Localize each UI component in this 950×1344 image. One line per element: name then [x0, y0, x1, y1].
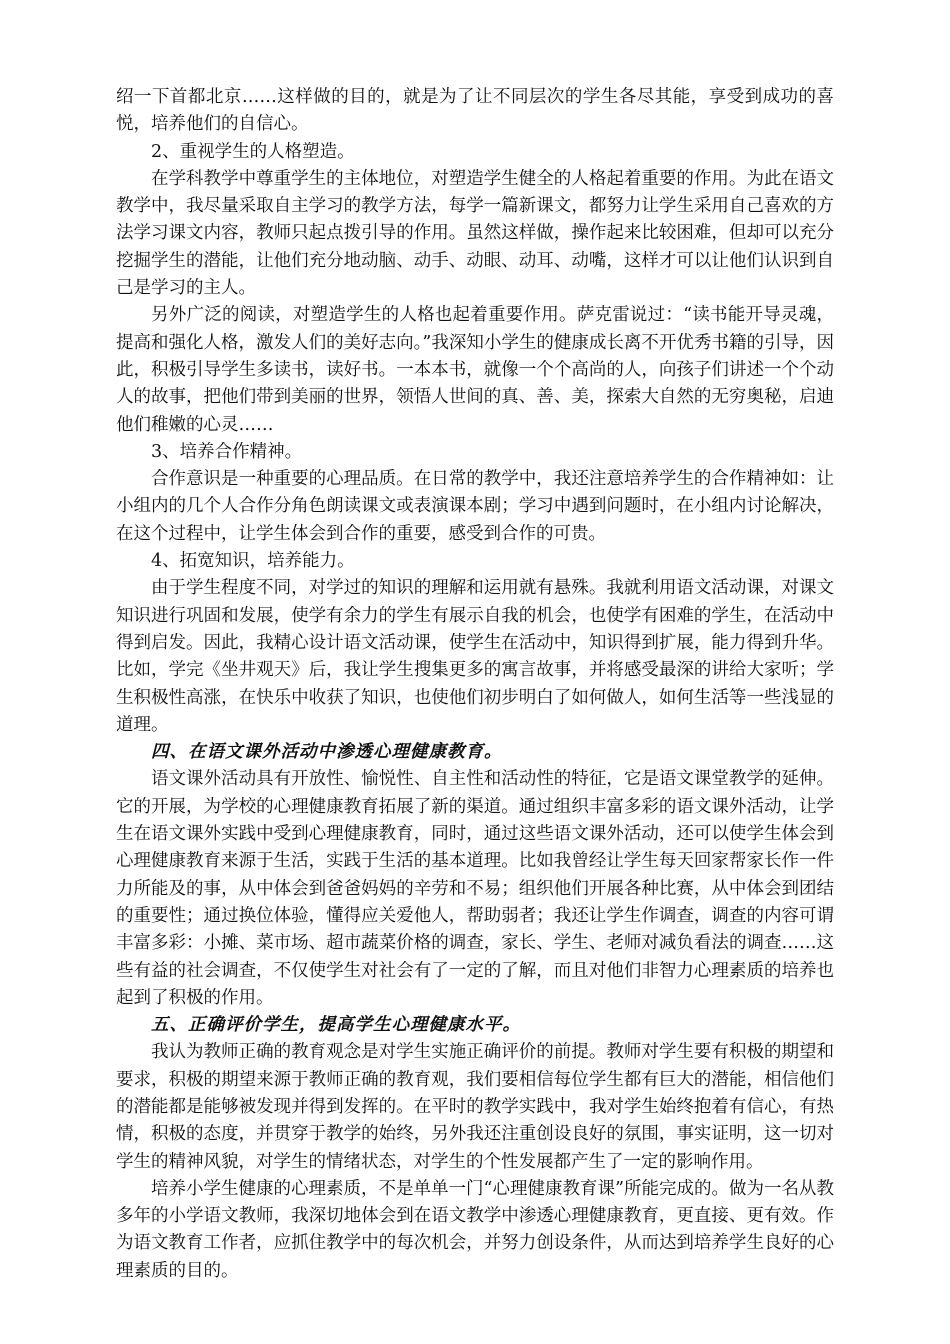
document-page: [116, 84, 834, 1285]
paragraph-conclusion: 培养小学生健康的心理素质，不是单单一门“心理健康教育课”所能完成的。做为一名从教多年的小学语文教师，我深切地体会到在语文教学中渗透心理健康教育，更直接、更有效。作为语文教育工作者，应抓住教学中的每次机会，并努力创设条件，从而达到培养学生良好的心理素质的目的。: [116, 1178, 834, 1281]
paragraph-knowledge: 由于学生程度不同，对学过的知识的理解和运用就有悬殊。我就利用语文活动课，对课文知识进行巩固和发展，使学有余力的学生有展示自我的机会，也使学有困难的学生，在活动中得到启发。因此，我精心设计语文活动课，使学生在活动中，知识得到扩展，能力得到升华。比如，学完《坐井观天》后，我让学生搜集更多的寓言故事，并将感受最深的讲给大家听；学生积极性高涨，在快乐中收获了知识，也使他们初步明白了如何做人，如何生活等一些浅显的道理。: [116, 578, 834, 735]
paragraph-personality-2: 另外广泛的阅读，对塑造学生的人格也起着重要作用。萨克雷说过：“读书能开导灵魂，提高和强化人格，激发人们的美好志向。”我深知小学生的健康成长离不开优秀书籍的引导，因此，积极引导学生多读书，读好书。一本本书，就像一个个高尚的人，向孩子们讲述一个个动人的故事，把他们带到美丽的世界，领悟人世间的真、善、美，探索大自然的无穷奥秘，启迪他们稚嫩的心灵……: [116, 305, 834, 435]
section-heading-5: 五、正确评价学生，提高学生心理健康水平。: [151, 1015, 521, 1036]
subheading-cooperation: 3、培养合作精神。: [151, 441, 303, 462]
paragraph-evaluation: 我认为教师正确的教育观念是对学生实施正确评价的前提。教师对学生要有积极的期望和要求，积极的期望来源于教师正确的教育观，我们要相信每位学生都有巨大的潜能，相信他们的潜能都是能够被发现并得到发挥的。在平时的教学实践中，我对学生始终抱着有信心，有热情，积极的态度，并贯穿于教学的始终，另外我还注重创设良好的氛围，事实证明，这一切对学生的精神风貌，对学生的情绪状态，对学生的个性发展都产生了一定的影响作用。: [116, 1042, 834, 1172]
section-heading-4: 四、在语文课外活动中渗透心理健康教育。: [151, 742, 503, 763]
paragraph-personality-1: 在学科教学中尊重学生的主体地位，对塑造学生健全的人格起着重要的作用。为此在语文教学中，我尽量采取自主学习的教学方法，每学一篇新课文，都努力让学生采用自己喜欢的方法学习课文内容，教师只起点拨引导的作用。虽然这样做，操作起来比较困难，但却可以充分挖掘学生的潜能，让他们充分地动脑、动手、动眼、动耳、动嘴，这样才可以让他们认识到自己是学习的主人。: [116, 168, 834, 299]
paragraph-extracurricular: 语文课外活动具有开放性、愉悦性、自主性和活动性的特征，它是语文课堂教学的延伸。它的开展，为学校的心理健康教育拓展了新的渠道。通过组织丰富多彩的语文课外活动，让学生在语文课外实践中受到心理健康教育，同时，通过这些语文课外活动，还可以使学生体会到心理健康教育来源于生活，实践于生活的基本道理。比如我曾经让学生每天回家帮家长作一件力所能及的事，从中体会到爸爸妈妈的辛劳和不易；组织他们开展各种比赛，从中体会到团结的重要性；通过换位体验，懂得应关爱他人，帮助弱者；我还让学生作调查，调查的内容可谓丰富多彩：小摊、菜市场、超市蔬菜价格的调查，家长、学生、老师对减负看法的调查……这些有益的社会调查，不仅使学生对社会有了一定的了解，而且对他们非智力心理素质的培养也起到了积极的作用。: [116, 769, 834, 1008]
paragraph-cooperation: 合作意识是一种重要的心理品质。在日常的教学中，我还注意培养学生的合作精神如：让小组内的几个人合作分角色朗读课文或表演课本剧；学习中遇到问题时，在小组内讨论解决，在这个过程中，让学生体会到合作的重要，感受到合作的可贵。: [116, 469, 834, 544]
paragraph-continued: 绍一下首都北京……这样做的目的，就是为了让不同层次的学生各尽其能，享受到成功的喜悦，培养他们的自信心。: [116, 87, 834, 135]
subheading-personality: 2、重视学生的人格塑造。: [151, 141, 355, 162]
subheading-knowledge: 4、拓宽知识，培养能力。: [151, 551, 355, 572]
